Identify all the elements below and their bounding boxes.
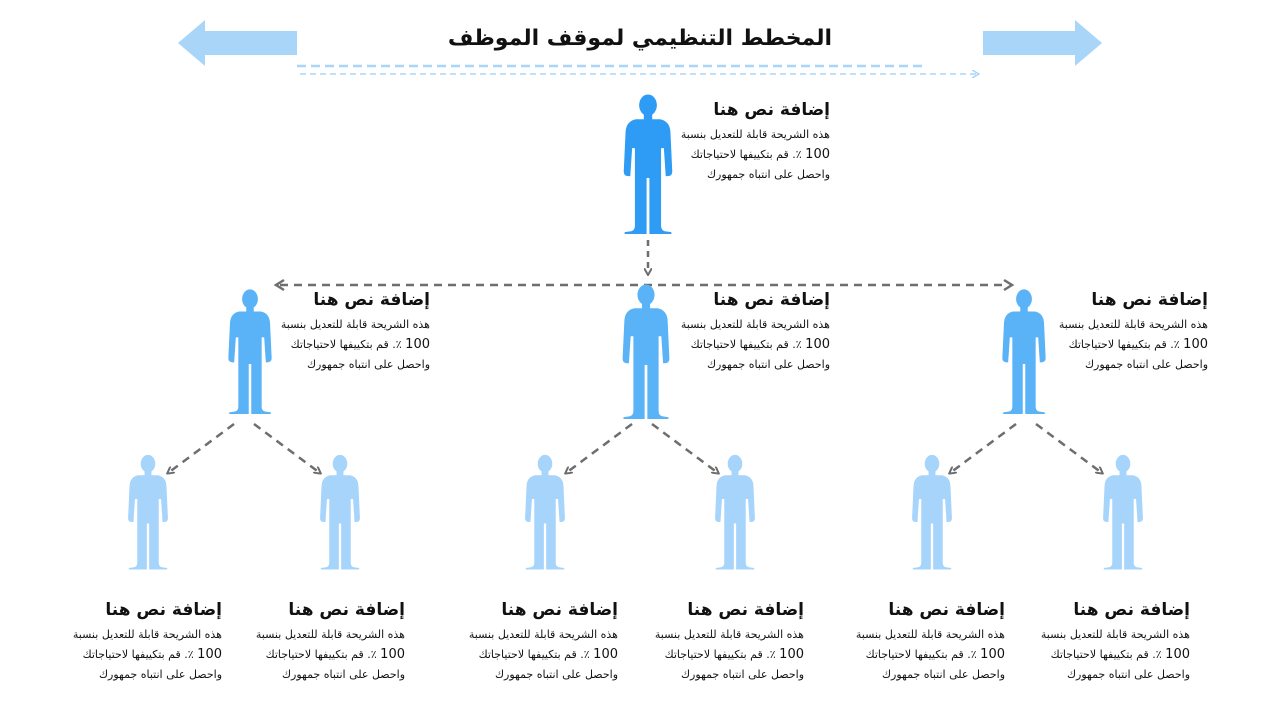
person-silhouette-icon xyxy=(999,283,1049,420)
node-heading: إضافة نص هنا xyxy=(713,100,830,120)
person-silhouette-icon xyxy=(618,94,678,234)
person-silhouette-icon xyxy=(125,442,171,582)
node-text-block xyxy=(72,600,222,685)
node-text-block xyxy=(280,290,430,375)
node-text-block xyxy=(680,100,830,185)
node-description: هذه الشريحة قابلة للتعديل بنسبة 100 ٪. قم بتكييفها لاحتياجاتك واحصل على انتباه جمهورك xyxy=(654,628,804,681)
node-heading: إضافة نص هنا xyxy=(713,290,830,310)
chart-title: المخطط التنظيمي لموقف الموظف xyxy=(447,26,833,51)
arrow-right-icon xyxy=(983,20,1102,66)
node-description: هذه الشريحة قابلة للتعديل بنسبة 100 ٪. قم بتكييفها لاحتياجاتك واحصل على انتباه جمهورك xyxy=(1040,628,1190,681)
connector-branch xyxy=(652,424,718,473)
node-heading: إضافة نص هنا xyxy=(687,600,804,620)
connector-branch xyxy=(254,424,320,473)
person-silhouette-icon xyxy=(522,442,568,582)
person-silhouette-icon xyxy=(909,442,955,582)
node-heading: إضافة نص هنا xyxy=(288,600,405,620)
person-silhouette-icon xyxy=(225,283,275,420)
node-description: هذه الشريحة قابلة للتعديل بنسبة 100 ٪. قم بتكييفها لاحتياجاتك واحصل على انتباه جمهورك xyxy=(1058,318,1208,371)
node-heading: إضافة نص هنا xyxy=(501,600,618,620)
node-text-block xyxy=(468,600,618,685)
node-heading: إضافة نص هنا xyxy=(888,600,1005,620)
node-heading: إضافة نص هنا xyxy=(313,290,430,310)
person-silhouette-icon xyxy=(712,442,758,582)
person-silhouette-icon xyxy=(619,283,673,420)
connector-branch xyxy=(1036,424,1102,473)
node-text-block xyxy=(255,600,405,685)
node-text-block xyxy=(855,600,1005,685)
node-text-block xyxy=(680,290,830,375)
connector-branch xyxy=(168,424,234,473)
node-heading: إضافة نص هنا xyxy=(1073,600,1190,620)
node-heading: إضافة نص هنا xyxy=(1091,290,1208,310)
node-description: هذه الشريحة قابلة للتعديل بنسبة 100 ٪. قم بتكييفها لاحتياجاتك واحصل على انتباه جمهورك xyxy=(855,628,1005,681)
node-description: هذه الشريحة قابلة للتعديل بنسبة 100 ٪. قم بتكييفها لاحتياجاتك واحصل على انتباه جمهورك xyxy=(72,628,222,681)
node-text-block xyxy=(654,600,804,685)
person-silhouette-icon xyxy=(317,442,363,582)
connector-branch xyxy=(566,424,632,473)
node-text-block xyxy=(1040,600,1190,685)
node-description: هذه الشريحة قابلة للتعديل بنسبة 100 ٪. قم بتكييفها لاحتياجاتك واحصل على انتباه جمهورك xyxy=(255,628,405,681)
person-silhouette-icon xyxy=(1100,442,1146,582)
node-description: هذه الشريحة قابلة للتعديل بنسبة 100 ٪. قم بتكييفها لاحتياجاتك واحصل على انتباه جمهورك xyxy=(468,628,618,681)
arrow-left-icon xyxy=(178,20,297,66)
node-text-block xyxy=(1058,290,1208,375)
node-description: هذه الشريحة قابلة للتعديل بنسبة 100 ٪. قم بتكييفها لاحتياجاتك واحصل على انتباه جمهورك xyxy=(680,128,830,181)
node-description: هذه الشريحة قابلة للتعديل بنسبة 100 ٪. قم بتكييفها لاحتياجاتك واحصل على انتباه جمهورك xyxy=(280,318,430,371)
node-description: هذه الشريحة قابلة للتعديل بنسبة 100 ٪. قم بتكييفها لاحتياجاتك واحصل على انتباه جمهورك xyxy=(680,318,830,371)
node-heading: إضافة نص هنا xyxy=(105,600,222,620)
connector-branch xyxy=(950,424,1016,473)
